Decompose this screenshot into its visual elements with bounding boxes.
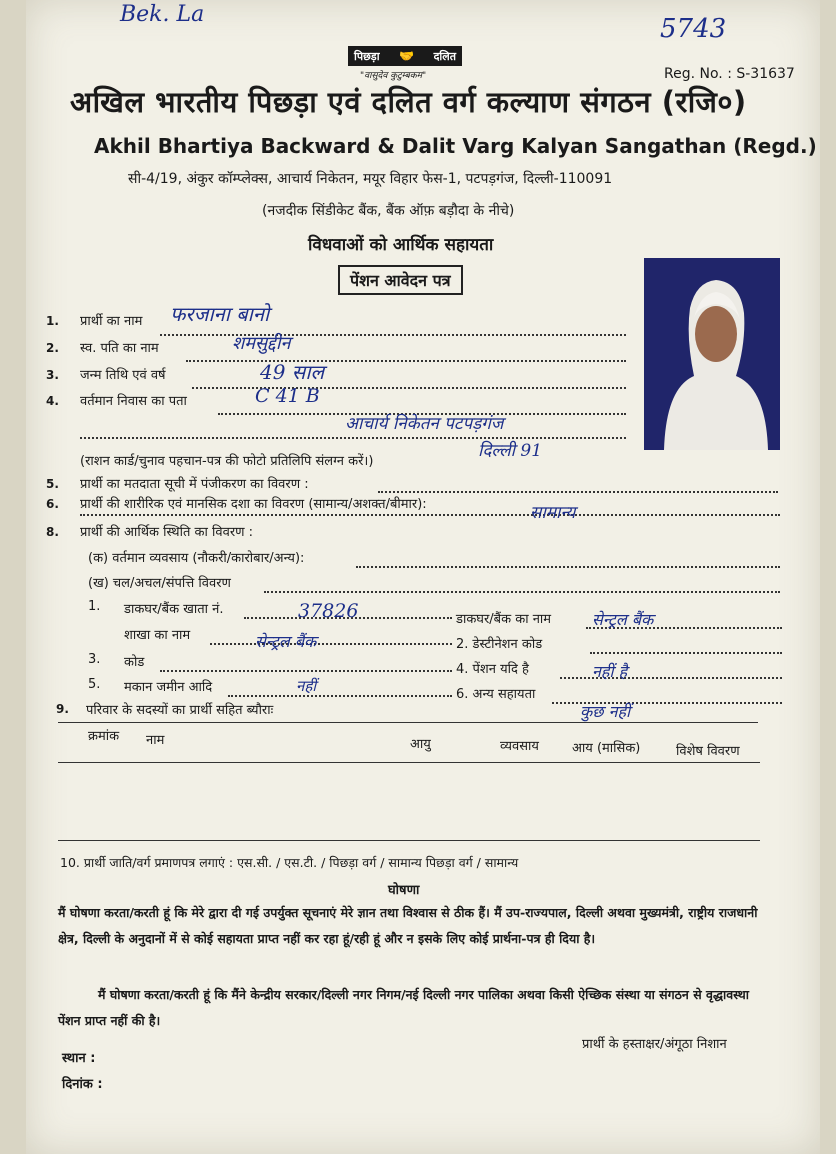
org-address-landmark: (नजदीक सिंडीकेट बैंक, बैंक ऑफ़ बड़ौदा के नीचे) xyxy=(262,203,515,219)
health-condition-value: सामान्य xyxy=(530,503,576,523)
address-label: वर्तमान निवास का पता xyxy=(80,394,187,409)
address-proof-note: (राशन कार्ड/चुनाव पहचान-पत्र की फोटो प्रतिलिपि संलग्न करें।) xyxy=(80,454,374,469)
address-value-line1: C 41 B xyxy=(255,385,320,407)
family-details-label: परिवार के सदस्यों का प्रार्थी सहित ब्यौराः xyxy=(86,703,274,718)
husband-name-value: शमसुद्दीन xyxy=(232,333,291,354)
husband-name-label: स्व. पति का नाम xyxy=(80,341,159,356)
account-number-number: 1. xyxy=(88,599,101,614)
field-4-number: 4. xyxy=(46,394,59,408)
org-logo: पिछड़ा 🤝 दलित xyxy=(348,46,462,66)
table-header-age: आयु xyxy=(410,737,431,752)
economic-status-label: प्रार्थी की आर्थिक स्थिति का विवरण : xyxy=(80,525,254,540)
voter-registration-label: प्रार्थी का मतदाता सूची में पंजीकरण का विवरण : xyxy=(80,477,309,492)
field-8-number: 8. xyxy=(46,525,59,539)
date-label: दिनांक : xyxy=(62,1077,103,1092)
serial-number-handwritten: 5743 xyxy=(660,14,727,44)
house-land-label: मकान जमीन आदि xyxy=(124,680,213,695)
table-header-serial: क्रमांक xyxy=(88,729,120,744)
field-5-number: 5. xyxy=(46,477,59,491)
account-number-value: 37826 xyxy=(298,600,359,622)
caste-certificate-label: 10. प्रार्थी जाति/वर्ग प्रमाणपत्र लगाएं : एस.सी. / एस.टी. / पिछड़ा वर्ग / सामान्य पिछड़ा वर्ग / सामान्य xyxy=(60,855,519,870)
handshake-icon: 🤝 xyxy=(399,49,415,63)
address-value-line3: दिल्ली 91 xyxy=(478,441,543,461)
declaration-paragraph-2: मैं घोषणा करता/करती हूं कि मैंने केन्द्रीय सरकार/दिल्ली नगर निगम/नई दिल्ली नगर पालिका अथवा किसी ऐच्छिक संस्था या संगठन से वृद्धावस्था पेंशन प्राप्त नहीं की है। xyxy=(58,987,749,1028)
address-value-line2: आचार्य निकेतन पटपड़गंज xyxy=(345,414,504,434)
declaration-paragraph-1: मैं घोषणा करता/करती हूं कि मेरे द्वारा दी गई उपर्युक्त सूचनाएं मेरे ज्ञान तथा विश्वास से ठीक हैं। मैं उप-राज्यपाल, दिल्ली अथवा मुख्यमंत्री, राष्ट्रीय राजधानी क्षेत्र, दिल्ली के अनुदानों में से कोई सहायता प्राप्त नहीं कर रहा हूं/रही हूं और न इसके लिए कोई प्रार्थना-पत्र ही दिया है। xyxy=(58,905,758,946)
property-label: (ख) चल/अचल/संपत्ति विवरण xyxy=(88,576,231,591)
account-number-label: डाकघर/बैंक खाता नं. xyxy=(124,602,224,617)
code-number: 3. xyxy=(88,652,101,667)
branch-name-label: शाखा का नाम xyxy=(124,628,191,643)
field-9-number: 9. xyxy=(56,702,69,716)
place-label: स्थान : xyxy=(62,1051,96,1066)
code-label: कोड xyxy=(124,655,145,670)
table-header-income: आय (मासिक) xyxy=(572,741,641,756)
org-address: सी-4/19, अंकुर कॉम्प्लेक्स, आचार्य निकेतन, मयूर विहार फेस-1, पटपड़गंज, दिल्ली-110091 xyxy=(128,171,613,187)
page-subtitle: विधवाओं को आर्थिक सहायता xyxy=(308,235,494,255)
birth-year-value: 49 साल xyxy=(260,360,325,384)
table-header-name: नाम xyxy=(146,733,165,748)
house-land-number: 5. xyxy=(88,677,101,692)
pension-label: 4. पेंशन यदि है xyxy=(456,662,529,677)
occupation-label: (क) वर्तमान व्यवसाय (नौकरी/कारोबार/अन्य): xyxy=(88,551,305,566)
bank-name-value: सेन्ट्रल बैंक xyxy=(592,610,654,629)
applicant-photo xyxy=(644,258,780,450)
field-3-number: 3. xyxy=(46,368,59,382)
org-name-hindi: अखिल भारतीय पिछड़ा एवं दलित वर्ग कल्याण संगठन (रजि०) xyxy=(70,85,747,119)
branch-name-value: सेन्ट्रल बैंक xyxy=(255,632,317,651)
logo-motto: "वासुदेव कुटुम्बकम" xyxy=(360,71,427,81)
corner-scribble: Bek. La xyxy=(120,2,205,27)
pension-value: नहीं है xyxy=(592,662,628,681)
signature-label: प्रार्थी के हस्ताक्षर/अंगूठा निशान xyxy=(582,1037,727,1052)
birth-year-label: जन्म तिथि एवं वर्ष xyxy=(80,368,166,383)
bank-name-label: डाकघर/बैंक का नाम xyxy=(456,612,552,627)
other-assistance-label: 6. अन्य सहायता xyxy=(456,687,536,702)
table-header-occupation: व्यवसाय xyxy=(500,739,539,754)
form-title: पेंशन आवेदन पत्र xyxy=(338,265,463,295)
house-land-value: नहीं xyxy=(296,677,317,695)
declaration-title: घोषणा xyxy=(388,883,420,898)
table-header-remarks: विशेष विवरण xyxy=(676,744,740,759)
org-name-english: Akhil Bhartiya Backward & Dalit Varg Kalyan Sangathan (Regd.) xyxy=(94,134,817,158)
applicant-name-label: प्रार्थी का नाम xyxy=(80,314,143,329)
field-6-number: 6. xyxy=(46,497,59,511)
destination-code-label: 2. डेस्टीनेशन कोड xyxy=(456,637,543,652)
health-condition-label: प्रार्थी की शारीरिक एवं मानसिक दशा का विवरण (सामान्य/अशक्त/बीमार): xyxy=(80,497,427,512)
reg-number: Reg. No. : S-31637 xyxy=(664,66,795,82)
field-1-number: 1. xyxy=(46,314,59,328)
applicant-name-value: फरजाना बानो xyxy=(170,302,270,326)
other-assistance-value: कुछ नहीं xyxy=(580,702,631,721)
field-2-number: 2. xyxy=(46,341,59,355)
